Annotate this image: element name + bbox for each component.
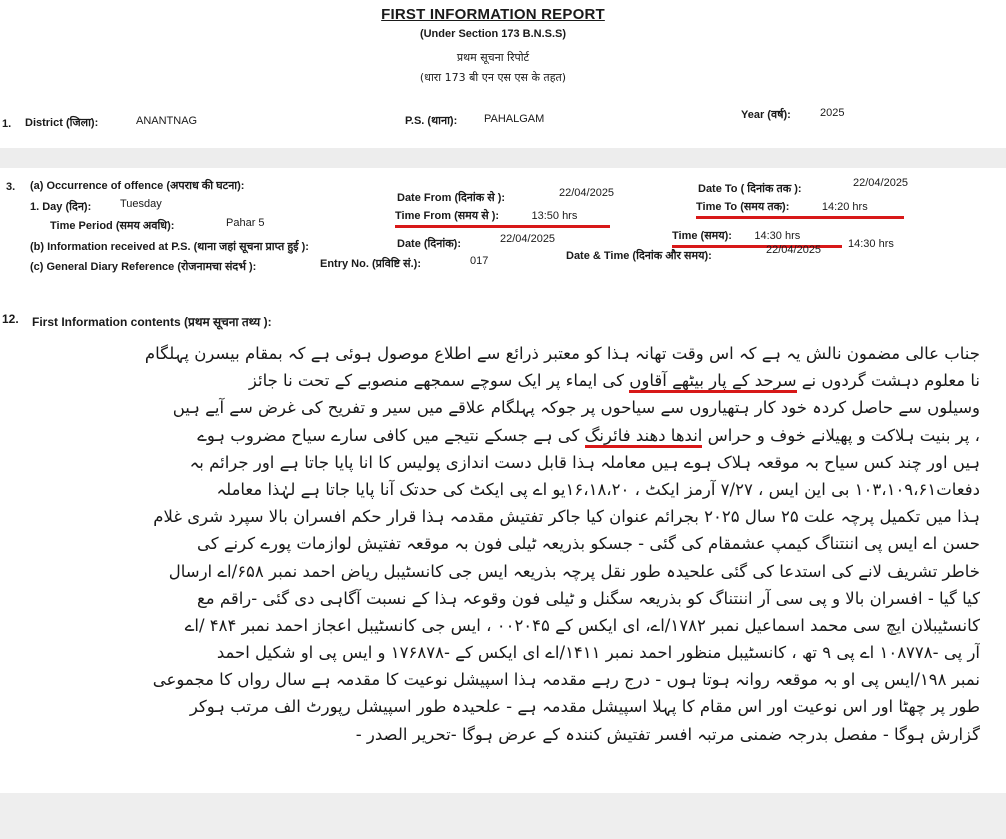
district-value: ANANTNAG: [136, 115, 198, 127]
day-label: 1. Day (दिन):: [30, 201, 92, 213]
section-1-number: 1.: [2, 118, 12, 130]
highlighted-phrase: اندھا دھند فائرنگ: [585, 426, 703, 448]
info-received-label: (b) Information received at P.S. (थाना जहां सूचना प्राप्त हुई ):: [30, 241, 309, 253]
day-value: Tuesday: [120, 198, 162, 210]
occurrence-label: (a) Occurrence of offence (अपराध की घटना):: [30, 180, 245, 192]
time-from-value: 13:50 hrs: [531, 210, 578, 222]
bottom-margin: [0, 793, 1006, 839]
info-date-value: 22/04/2025: [500, 233, 556, 245]
urdu-line: ہیں اور چند کس سیاح بہ موقعہ ہلاک ہوے ہیں معاملہ ہذا قابل دست اندازی پولیس کا انا پایا جاتا ہے اور جرائم بہ: [189, 452, 980, 472]
urdu-line: کانسٹیبلان ایچ سی محمد اسماعیل نمبر ۱۷۸۲/اے، ای ایکس کے ۰۰۲۰۴۵ ، ایس جی کانسٹیبل اعجاز احمد نمبر ۴۸۴ /اے: [184, 615, 980, 635]
entry-no-label: Entry No. (प्रविष्टि सं.):: [320, 258, 421, 270]
urdu-line: نمبر ۱۹۸/ایس پی او بہ موقعہ روانہ ہوتا ہوں - درج رہے مقدمہ ہذا اسپیشل نوعیت کا مقدمہ ہے سال رواں کا مجموعی: [152, 670, 980, 690]
info-time-label: Time (समय):: [672, 230, 732, 242]
hindi-subtitle: (धारा 173 बी एन एस एस के तहत): [419, 71, 567, 84]
time-from-label: Time From (समय से ):: [395, 210, 500, 222]
urdu-line: ہذا میں تکمیل پرچہ علت ۲۵ سال ۲۰۲۵ بجرائم عنوان کیا جاکر تفتیش مقدمہ ہذا قرار حکم افسران بالا سپرد شری غلام: [153, 507, 980, 527]
entry-no-value: 017: [470, 255, 489, 267]
hindi-title: प्रथम सूचना रिपोर्ट: [456, 51, 530, 64]
time-period-label: Time Period (समय अवधि):: [50, 220, 175, 232]
urdu-line: نا معلوم دہشت گردوں نے سرحد کے پار بیٹھے آقاوں کی ایماء پر ایک سوچے سمجھے منصوبے کے تحت نا جائز: [30, 367, 980, 394]
date-time-hours: 14:30 hrs: [848, 238, 894, 250]
year-value: 2025: [820, 107, 845, 119]
time-period-value: Pahar 5: [226, 217, 265, 229]
time-to-row: [696, 197, 904, 219]
urdu-line: خاطر تشریف لانے کی استدعا کی گئی علحیدہ طور نقل پرچہ بذریعہ ایس جی کانسٹیبل ریاض احمد نمبر ۶۵۸/اے ارسال: [168, 561, 980, 581]
highlighted-phrase: سرحد کے پار بیٹھے آقاوں: [629, 371, 796, 393]
urdu-line: ، پر بنیت ہلاکت و پھیلانے خوف و حراس اندھا دھند فائرنگ کی ہے جسکے نتیجے میں کافی سارے سیاح مضروب ہوے: [30, 422, 980, 449]
gd-reference-label: (c) General Diary Reference (रोजनामचा संदर्भ ):: [30, 261, 257, 273]
info-time-value: 14:30 hrs: [754, 230, 801, 242]
time-to-label: Time To (समय तक):: [696, 201, 790, 213]
date-time-value: 22/04/2025: [766, 244, 822, 256]
fir-contents-label: First Information contents (प्रथम सूचना तथ्य ):: [32, 315, 272, 329]
urdu-line: آر پی -۱۰۸۷۷۸ اے پی ۹ تھ ، کانسٹیبل منظور احمد نمبر ۱۴۱۱/اے ای ایکس کے -۱۷۶۸۷۸ و ایس پی او شکیل احمد: [216, 643, 980, 663]
year-label: Year (वर्ष):: [741, 109, 791, 121]
scan-gap-band: [0, 148, 1006, 168]
urdu-line: دفعات۱۰۳،۱۰۹،۶۱ بی این ایس ، ۷/۲۷ آرمز ایکٹ ، ۱۶،۱۸،۲۰یو اے پی ایکٹ کی حدتک آنا پایا جاتا ہے لہٰذا معاملہ: [216, 479, 980, 499]
urdu-line: جناب عالی مضمون نالش یہ ہے کہ اس وقت تھانہ ہذا کو معتبر ذرائع سے اطلاع موصول ہوئی ہے کہ بمقام بیسرن پہلگام: [144, 344, 980, 363]
date-from-label: Date From (दिनांक से ):: [397, 192, 506, 204]
section-3-number: 3.: [6, 181, 16, 193]
urdu-line: طور پر چھٹا اور اس نوعیت اور اس مقام کا پہلا اسپیشل مقدمہ ہے - علحیدہ طور اسپیشل رپورٹ الف مرتب ہوکر: [189, 697, 980, 717]
district-label: District (जिला):: [25, 117, 99, 129]
urdu-line: حسن اے ایس پی اننتناگ کیمپ عشمقام کی گئی - جسکو بذریعہ ٹیلی فون بہ موقعہ تفتیش لوازمات پورے کرنے کی: [197, 534, 980, 554]
ps-label: P.S. (थाना):: [405, 115, 458, 127]
info-date-label: Date (दिनांक):: [397, 238, 461, 250]
report-subtitle: (Under Section 173 B.N.S.S): [419, 28, 567, 40]
report-title: FIRST INFORMATION REPORT: [381, 6, 605, 23]
date-time-label: Date & Time (दिनांक और समय):: [566, 250, 712, 262]
fir-contents-text: [30, 340, 980, 748]
urdu-line: گزارش ہوگا - مفصل بدرجہ ضمنی مرتبہ افسر تفتیش کنندہ کے عرض ہوگا -تحریر الصدر -: [355, 724, 980, 744]
time-from-row: [395, 206, 610, 228]
date-from-value: 22/04/2025: [559, 187, 615, 199]
date-to-value: 22/04/2025: [853, 177, 909, 189]
urdu-line: کیا گیا - افسران بالا و پی سی آر اننتناگ کو بذریعہ سگنل و ٹیلی فون وقوعہ ہذا کے نسبت آگاہی دی گئی -راقم مع: [196, 588, 980, 608]
ps-value: PAHALGAM: [484, 113, 545, 125]
time-to-value: 14:20 hrs: [821, 201, 868, 213]
urdu-line: وسیلوں سے حاصل کردہ خود کار ہتھیاروں سے سیاحوں پر جوکہ پہلگام علاقے میں سیر و تفریح کی غرض سے آیے ہیں: [172, 398, 980, 418]
date-to-label: Date To ( दिनांक तक ):: [698, 183, 802, 195]
section-12-number: 12.: [2, 312, 19, 326]
